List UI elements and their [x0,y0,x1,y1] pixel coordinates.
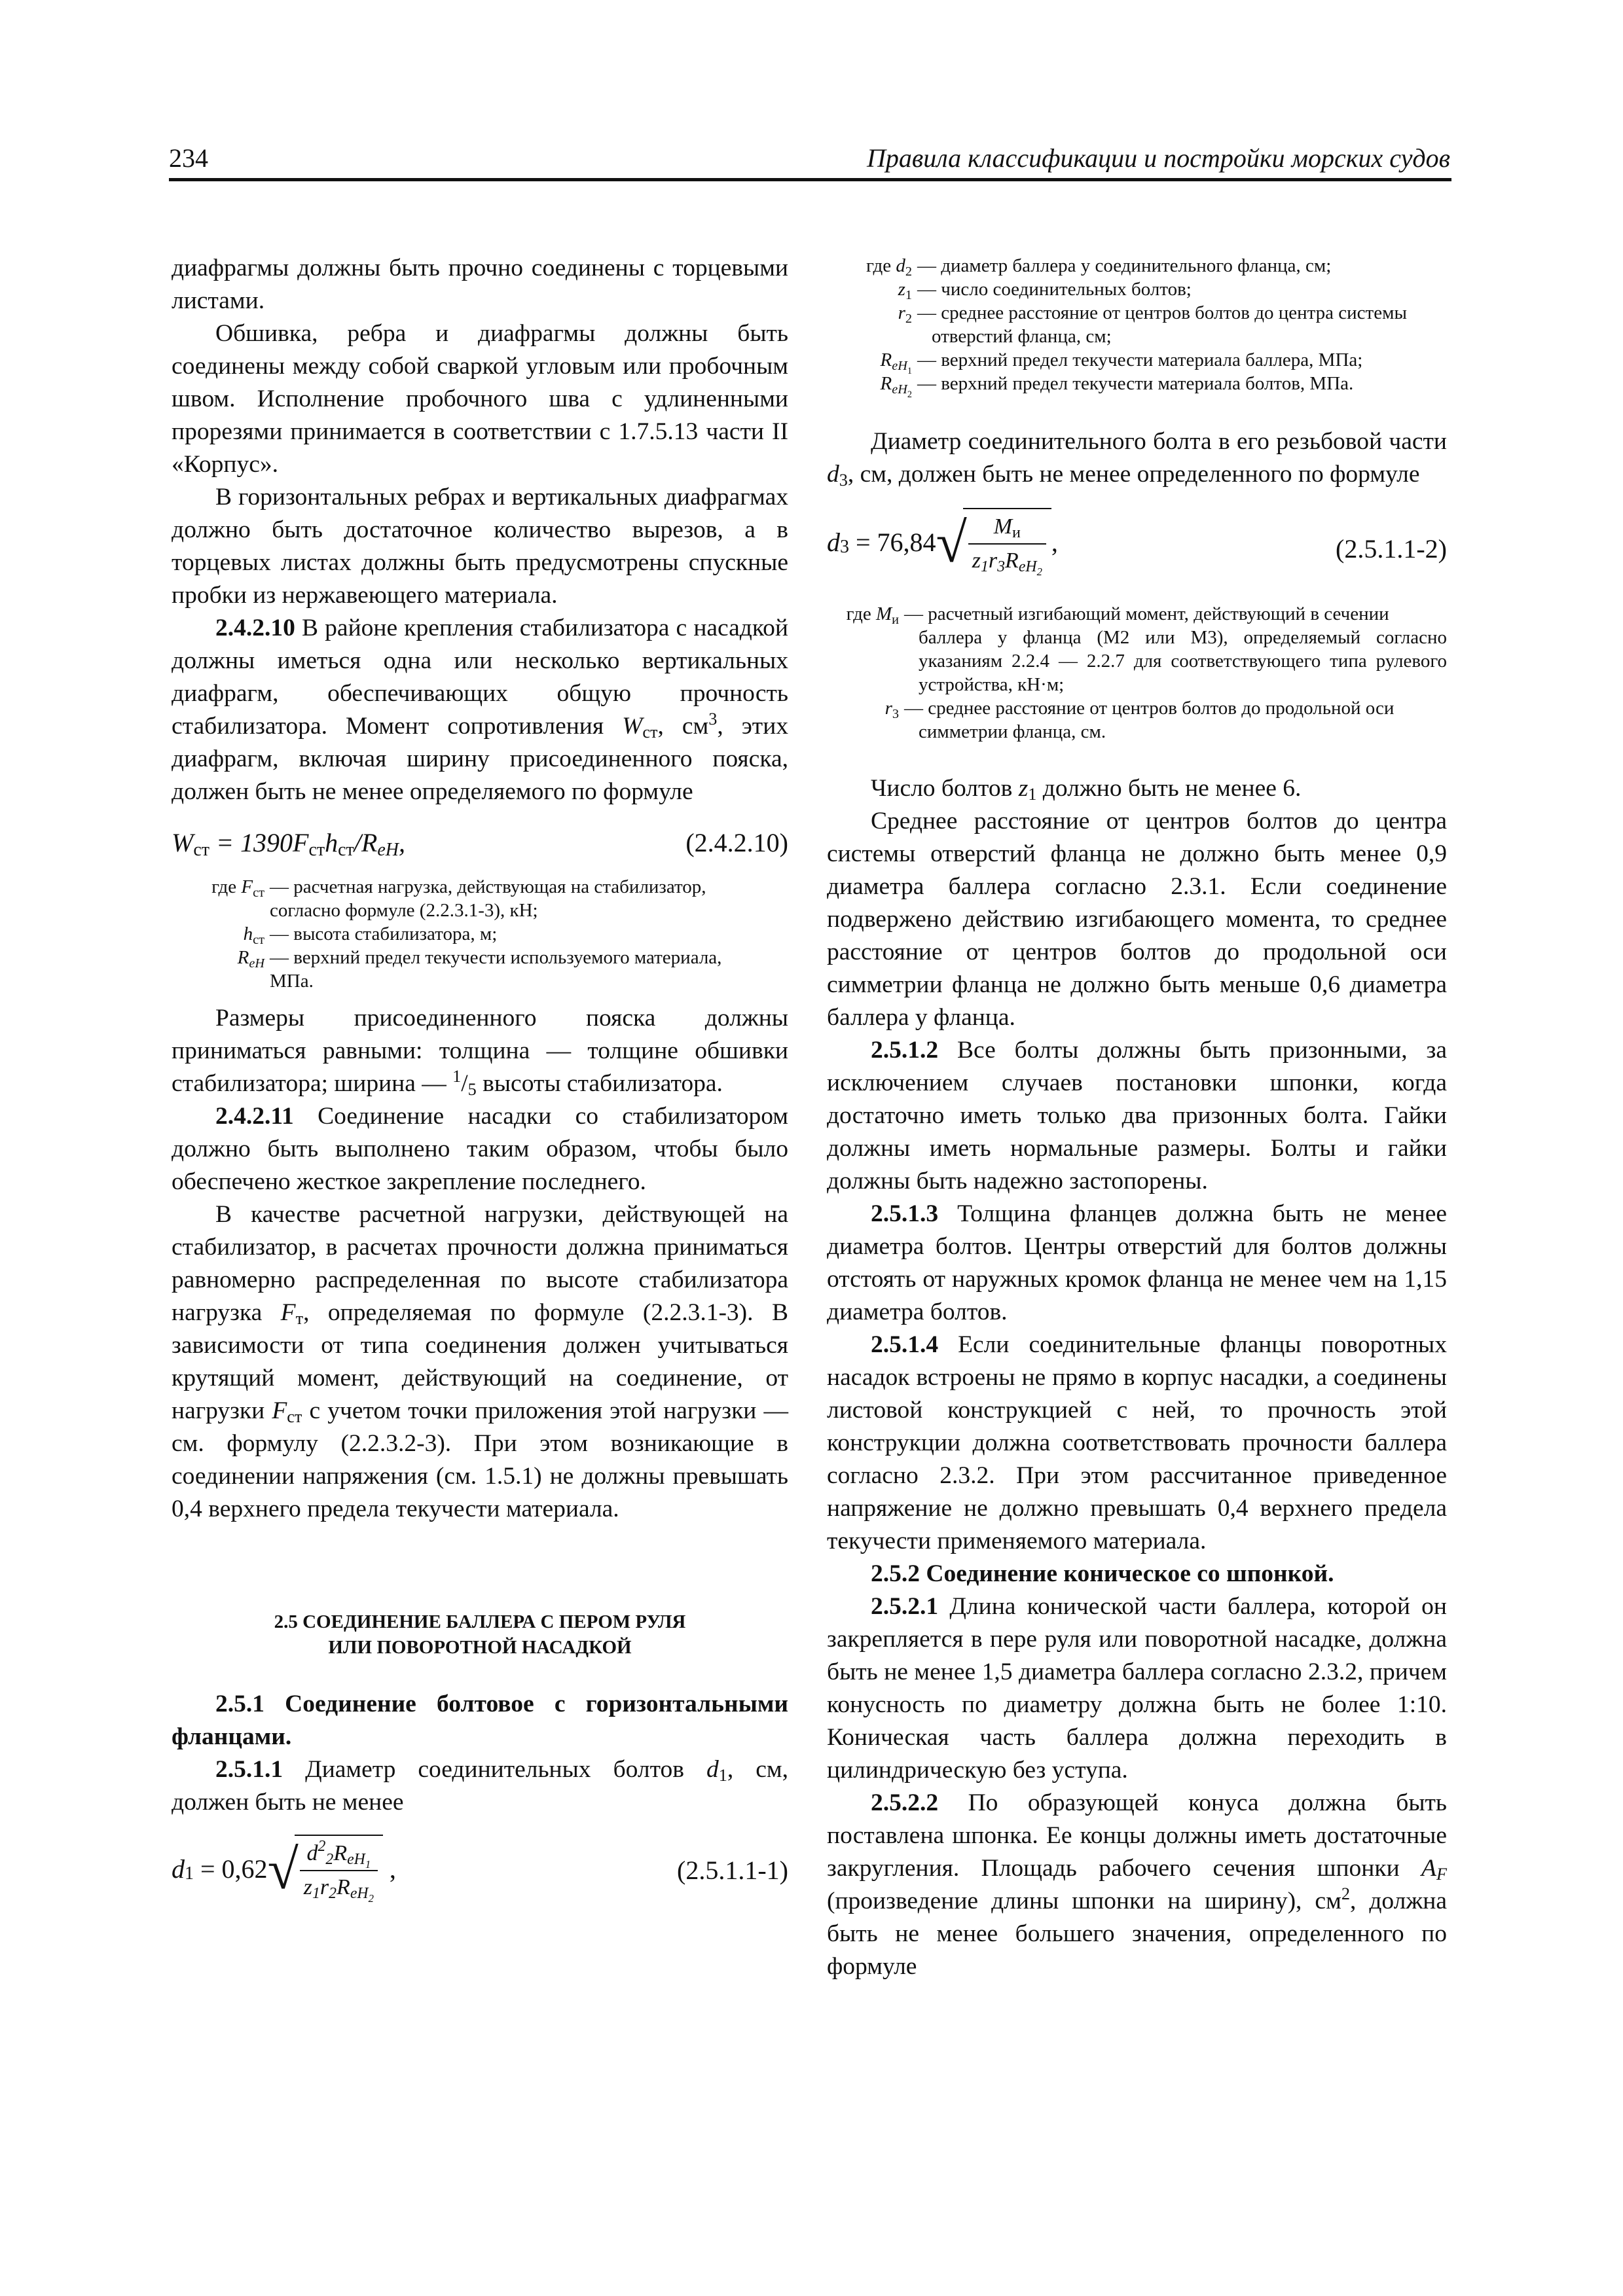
definition-symbol: где $F_{ст}$ [211,876,264,900]
definition-text: — среднее расстояние от центров болтов до продольной оси [904,698,1395,719]
superscript: 3 [708,709,718,728]
definition-symbol: $R_{eH_2}$ [880,373,912,400]
clause-number: 2.5.1.1 [215,1756,283,1783]
paragraph-2-4-2-11: 2.4.2.11 Соединение насадки со стабилизатором должно быть выполнено таким образом, чтобы было обеспечено жесткое закрепление последнего. [172,1103,788,1195]
definition-symbol: где $d_2$ [866,255,912,279]
definition-text: — число соединительных болтов; [917,279,1192,300]
definition-text: — расчетная нагрузка, действующая на стабилизатор, [270,876,706,897]
definitions [827,602,1447,744]
formula-number: (2.5.1.1-2) [1336,534,1447,564]
page-number: 234 [169,143,208,173]
definition-row [827,278,1447,301]
definition-text: — диаметр баллера у соединительного фланца, см; [917,255,1332,276]
definition-symbol: где $M_и$ [846,603,899,627]
clause-number: 2.5.1.4 [871,1331,939,1358]
definition-continuation: отверстий фланца, см; [932,326,1112,347]
subsection-title: 2.5.2 Соединение коническое со шпонкой. [871,1560,1334,1587]
definitions [172,875,788,993]
definition-row [827,348,1447,376]
text: В районе крепления стабилизатора с насадкой должны иметься одна или несколько вертикальных диафрагм, обеспечивающих общую прочность стабилизатора. Момент сопротивления [172,615,788,740]
formula-number: (2.5.1.1-1) [677,1856,788,1885]
definition-symbol: $h_{ст}$ [243,924,264,947]
clause-number: 2.5.2.2 [871,1789,939,1816]
paragraph: Число болтов $z_1$ должно быть не менее 6. [871,775,1302,804]
paragraph: Среднее расстояние от центров болтов до центра системы отверстий фланца не должно быть менее 0,9 диаметра баллера согласно 2.3.1. Если соединение подвержено действию изгибающего момента, то среднее расстояние от центров болтов до продольной оси симметрии фланца не должно быть меньше 0,6 диаметра баллера у фланца. [827,808,1447,1031]
definition-continuation: согласно формуле (2.2.3.1-3), кН; [270,900,538,921]
paragraph: диафрагмы должны быть прочно соединены с торцевыми листами. [172,255,788,314]
definition-text: — среднее расстояние от центров болтов до центра системы [917,302,1407,323]
definition-text: — расчетный изгибающий момент, действующий в сечении [904,603,1389,624]
paragraph: Диаметр соединительного болта в его резьбовой части $d_3$, см, должен быть не менее определенного по формуле [827,428,1447,490]
formula-2-5-1-1-1 [172,1829,788,1908]
definition-text: — верхний предел текучести материала болтов, МПа. [917,373,1354,394]
paragraph-2-5-2-2: 2.5.2.2 По образующей конуса должна быть поставлена шпонка. Ее концы должны иметь достаточные закругления. Площадь рабочего сечения шпонки $A_F$ (произведение длины шпонки на ширину), $см^2$, должна быть не менее большего значения, определенного по формуле [827,1789,1447,1980]
left-column [172,252,788,1921]
formula-expression: $W_{ст} = 1390F_{ст}h_{ст}/R_{eH}$, [172,828,405,860]
formula-number: (2.4.2.10) [685,828,788,857]
fraction: $\frac{M_и}{z_1r_3R_{eH_2}}$ [968,511,1046,577]
paragraph: Размеры присоединенного пояска должны приниматься равными: толщина — толщине обшивки стабилизатора; ширина — $^1/_5$ высоты стабилизатора. [172,1005,788,1099]
formula-2-5-1-1-2 [827,504,1447,589]
right-column [827,254,1447,1983]
paragraph-2-5-1-3: 2.5.1.3 Толщина фланцев должна быть не менее диаметра болтов. Центры отверстий для болтов должны отстоять от наружных кромок фланца не менее чем на 1,15 диаметра болтов. [827,1200,1447,1325]
definition-row [827,602,1447,626]
clause-number: 2.5.1.2 [871,1037,939,1064]
paragraph: Обшивка, ребра и диафрагмы должны быть соединены между собой сваркой угловым или пробочным швом. Исполнение пробочного шва с удлиненными прорезями принимается в соответствии с 1.7.5.13 части II «Корпус». [172,320,788,478]
paragraph-2-5-1-4: 2.5.1.4 Если соединительные фланцы поворотных насадок встроены не прямо в корпус насадки, а соединены листовой конструкцией с ней, то прочность этой конструкции должна соответствовать прочности баллера согласно 2.3.2. При этом рассчитанное приведенное напряжение не должно превышать 0,4 верхнего предела текучести применяемого материала. [827,1331,1447,1554]
clause-number: 2.4.2.10 [215,615,295,641]
formula-2-4-2-10 [172,815,788,867]
definition-continuation: МПа. [270,971,314,992]
paragraph: В качестве расчетной нагрузки, действующей на стабилизатор, в расчетах прочности должна приниматься равномерно распределенная по высоте стабилизатора нагрузка $F_т$, определяемая по формуле (2.2.3.1-3). В зависимости от типа соединения должен учитываться крутящий момент, действующий на соединение, от нагрузки $F_{ст}$ с учетом точки приложения этой нагрузки — см. формулу (2.2.3.2-3). При этом возникающие в соединении напряжения (см. 1.5.1) не должны превышать 0,4 верхнего предела текучести материала. [172,1201,788,1522]
paragraph-2-5-2-1: 2.5.2.1 Длина конической части баллера, которой он закрепляется в пере руля или поворотной насадке, должна быть не менее 1,5 диаметра баллера согласно 2.3.2, причем конусность по диаметру должна быть не более 1:10. Коническая часть баллера должна переходить в цилиндрическую без уступа. [827,1593,1447,1784]
paragraph-2-4-2-10 [172,612,788,808]
radical-sign: √ [267,1838,299,1901]
text: , этих диафрагм, включая ширину присоединенного пояска, должен быть не менее определяемого по формуле [172,713,789,805]
paragraph-2-5-1-2: 2.5.1.2 Все болты должны быть призонными, за исключением случаев постановки шпонки, когда достаточно иметь только два призонных болта. Гайки должны иметь нормальные размеры. Болты и гайки должны быть надежно застопорены. [827,1037,1447,1194]
formula-expression: $d_1 = 0,62√$ $\frac{d^2_2R_{eH_1}}{z_1r_2R_{eH_2}}$ , [172,1835,396,1904]
paragraph-2-5-1-1: 2.5.1.1 Диаметр соединительных болтов $d_1$, см, должен быть не менее [172,1756,788,1816]
definitions [827,254,1447,400]
subscript: ст [642,723,658,742]
section-title: ИЛИ ПОВОРОТНОЙ НАСАДКОЙ [328,1637,632,1658]
header-rule [169,178,1451,181]
definition-row [827,696,1447,720]
definition-text: — верхний предел текучести материала баллера, МПа; [917,350,1363,370]
definition-continuation: симметрии фланца, см. [919,721,1106,742]
definition-row [827,301,1447,325]
definition-row [172,946,788,969]
text: , см [657,713,709,740]
definition-symbol: $r_3$ [884,698,899,721]
definition-row [172,922,788,946]
definition-row [172,875,788,899]
definition-text: — верхний предел текучести используемого материала, [270,947,722,968]
clause-number: 2.4.2.11 [215,1103,294,1130]
definition-symbol: $R_{eH_1}$ [880,350,912,376]
clause-number: 2.5.2.1 [871,1593,939,1620]
radical-sign: √ [936,511,967,574]
definition-row [827,254,1447,278]
running-title: Правила классификации и постройки морских судов [866,143,1450,173]
definition-symbol: $z_1$ [898,279,912,302]
definition-continuation: баллера у фланца (M2 или M3), определяемый согласно указаниям 2.2.4 — 2.2.7 для соответствующего типа рулевого устройства, кН·м; [919,627,1447,695]
definition-symbol: $R_{eH}$ [237,947,264,971]
section-title: 2.5 СОЕДИНЕНИЕ БАЛЛЕРА С ПЕРОМ РУЛЯ [274,1611,686,1632]
formula-expression: $d_3 = 76,84√$ $\frac{M_и}{z_1r_3R_{eH_2}}$ , [827,508,1058,577]
definition-row [827,372,1447,400]
fraction: $\frac{d^2_2R_{eH_1}}{z_1r_2R_{eH_2}}$ [300,1837,378,1904]
clause-number: 2.5.1.3 [871,1200,939,1227]
definition-text: — высота стабилизатора, м; [270,924,498,944]
symbol: W [622,713,643,740]
definition-symbol: $r_2$ [898,302,912,326]
subsection-title: 2.5.1 Соединение болтовое с горизонтальными фланцами. [172,1691,788,1750]
paragraph: В горизонтальных ребрах и вертикальных диафрагмах должно быть достаточное количество вырезов, а в торцевых листах должны быть предусмотрены спускные пробки из нержавеющего материала. [172,484,788,609]
